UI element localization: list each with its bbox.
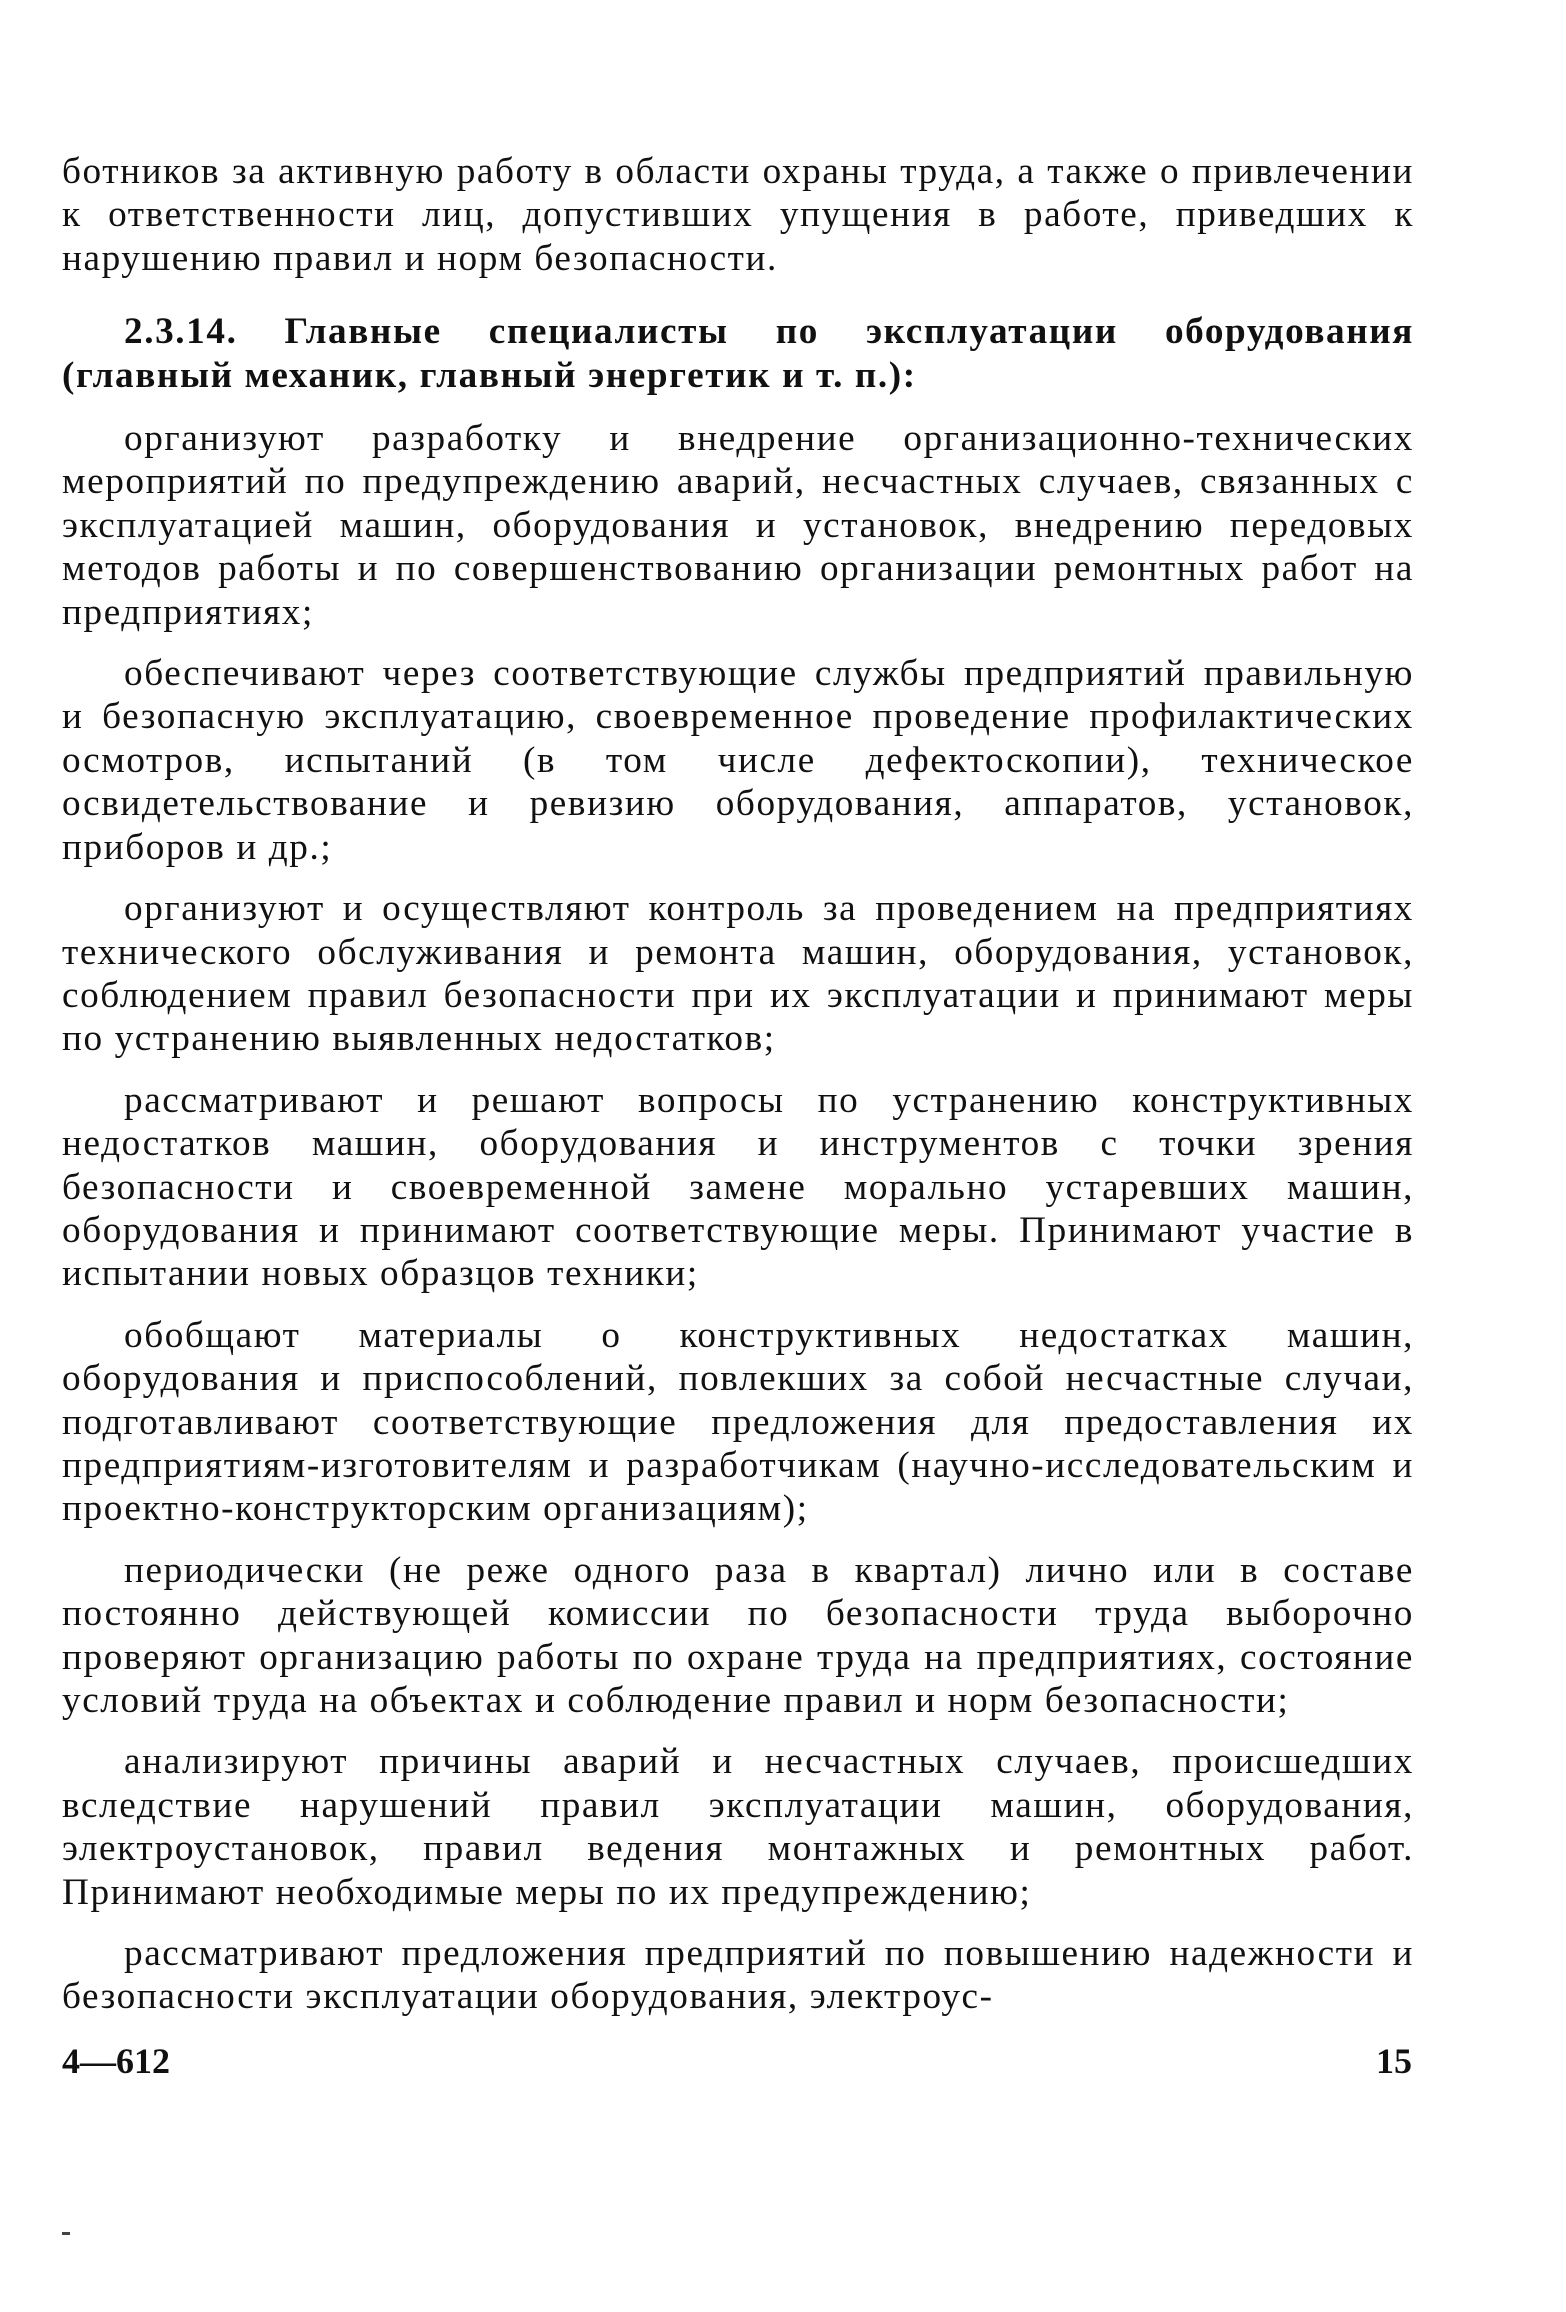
paragraph-last: рассматривают предложения предприятий по повышению надежности и безопасности эксплуатации оборудования, электроус- <box>62 1933 1414 2018</box>
paragraph: обобщают материалы о конструктивных недостатках машин, оборудования и приспособлений, повлекших за собой несчастные случаи, подготавливают соответствующие предложения для предоставления их предприятиям-изготовителям и разработчикам (научно-исследовательским и проектно-конструкторским организациям); <box>62 1314 1414 1530</box>
paragraph-continuation: ботников за активную работу в области охраны труда, а также о привлечении к ответственности лиц, допустивших упущения в работе, приведших к нарушению правил и норм безопасности. <box>62 151 1414 279</box>
paragraph: обеспечивают через соответствующие службы предприятий правильную и безопасную эксплуатацию, своевременное проведение профилактических осмотров, испытаний (в том числе дефектоскопии), техническое освидетельствование и ревизию оборудования, аппаратов, установок, приборов и др.; <box>62 653 1414 868</box>
paragraph: рассматривают и решают вопросы по устранению конструктивных недостатков машин, оборудования и инструментов с точки зрения безопасности и своевременной замене морально устаревших машин, оборудования и принимают соответствующие меры. Принимают участие в испытании новых образцов техники; <box>62 1079 1414 1295</box>
paragraph: анализируют причины аварий и несчастных случаев, происшедших вследствие нарушений правил эксплуатации машин, оборудования, электроустановок, правил ведения монтажных и ремонтных работ. Принимают необходимые меры по их предупреждению; <box>62 1741 1414 1913</box>
paragraph: организуют и осуществляют контроль за проведением на предприятиях технического обслуживания и ремонта машин, оборудования, установок, соблюдением правил безопасности при их эксплуатации и принимают меры по устранению выявленных недостатков; <box>62 888 1414 1060</box>
paragraph: периодически (не реже одного раза в квартал) лично или в составе постоянно действующей комиссии по безопасности труда выборочно проверяют организацию работы по охране труда на предприятиях, состояние условий труда на объектах и соблюдение правил и норм безопасности; <box>62 1549 1414 1721</box>
paragraph: организуют разработку и внедрение организационно-технических мероприятий по предупреждению аварий, несчастных случаев, связанных с эксплуатацией машин, оборудования и установок, внедрению передовых методов работы и по совершенствованию организации ремонтных работ на предприятиях; <box>62 418 1414 633</box>
section-heading: 2.3.14. Главные специалисты по эксплуатации оборудования (главный механик, главный энергетик и т. п.): <box>62 311 1414 396</box>
page-body <box>62 150 1414 2037</box>
page-number: 15 <box>1376 2041 1412 2081</box>
printer-signature: 4—612 <box>62 2041 170 2081</box>
scan-mark <box>62 2232 70 2235</box>
